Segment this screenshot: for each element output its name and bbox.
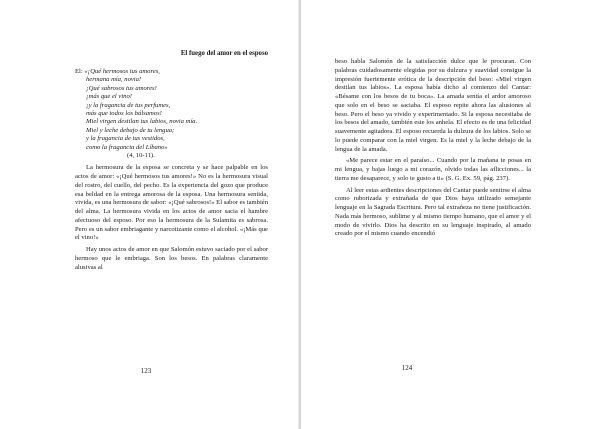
page-number: 123 xyxy=(140,367,152,375)
poem-line: ¡más que el vino! xyxy=(86,93,132,101)
poem-line: ¡y la fragancia de tus perfumes, xyxy=(86,101,171,109)
left-page-content xyxy=(75,50,268,272)
poem-line: Miel y leche debajo de tu lengua; xyxy=(86,126,175,134)
body-paragraph: Al leer estas ardientes descripciones del Cantar puede sentirse el alma como ruborizada y extrañada de que Dios haya utilizado semejante lenguaje en la Sagrada Escritura. Pero tal extrañeza no tiene justificación. Nada más hermoso, sublime y al mismo tiempo humano, que el amor y el modo de vivirlo. Dios ha descrito en su lenguaje inspirado, al amado creado por el mismo cuando encendió xyxy=(335,186,531,238)
speaker-label: El: xyxy=(75,68,83,75)
poem-quote xyxy=(75,68,268,160)
poem-line: Miel virgen destilan tus labios, novia mía. xyxy=(86,118,198,126)
poem-line: más que todos los bálsamos! xyxy=(86,110,162,118)
poem-line: y la fragancia de tus vestidos, xyxy=(86,135,165,143)
poem-reference: (4, 10-11). xyxy=(127,152,155,160)
poem-line: hermana mía, novia! xyxy=(86,76,142,84)
body-paragraph: La hermosura de la esposa se concreta y se hace palpable en los actos de amor: «¡Qué hermosos tus amores!» No es la hermosura visual del rostro, del cuello, del pecho. Es la experiencia del gozo que produce esa beldad en la entrega amorosa de la esposa. Una hermosura sentida, vivida, es una hermosura de sabor: «¡Qué sabrosos!» El sabor es también del alma. La hermosura vivida en los actos de amor sacia el hambre afectuoso del esposo. Por eso la hermosura de la Sulamita es sabrosa. Pero es un sabor embriagante y narcotizante como el alcohol. «¡Más que el vino!» xyxy=(75,164,268,242)
poem-line: como la fragancia del Líbano» xyxy=(86,143,168,151)
body-paragraph: «Me parece estar en el paraíso... Cuando por la mañana te posas en mi lengua, y bajas luego a mi corazón, olvido todas las aflicciones... la tierra me desaparece, y solo te gusto a ti» (S. G. Ex. 59, pág. 237). xyxy=(335,157,531,182)
body-paragraph: Hay unos actos de amor en que Salomón estuvo saciado por el sabor hermoso que le embriaga. Son los besos. En palabras claramente alusivas al xyxy=(75,246,268,271)
right-page-content xyxy=(335,58,531,239)
body-paragraph: beso habla Salomón de la satisfacción dulce que le procuran. Con palabras cuidadosamente elegidas por su dulzura y suavidad consigue la impresión fuertemente erótica de la descripción del beso: «Miel virgen destilan tus labios». La esposa había dicho al comienzo del Cantar: «Bésame con los besos de tu boca». La amada sentía el ardor amoroso que solo en el beso se saciaba. El esposo repite ahora las alusiones al beso. Pero el beso ya vivido y experimentado. Si la esposa necesitaba de los besos del amado, también este los anhela. El efecto es de una felicidad suavemente agitadora. El esposo recuerda la dulzura de los labios. Solo se lo puede comparar con la miel virgen. Es la miel y la leche debajo de la lengua de la amada. xyxy=(335,58,531,153)
running-header: El fuego del amor en el esposo xyxy=(180,50,268,57)
page-number: 124 xyxy=(401,364,413,372)
poem-line: ¡Qué sabrosos tus amores! xyxy=(86,84,157,92)
poem-first-line: «¡Qué hermosos tus amores, xyxy=(84,68,160,75)
right-page xyxy=(301,0,600,429)
poem-line xyxy=(75,68,268,76)
